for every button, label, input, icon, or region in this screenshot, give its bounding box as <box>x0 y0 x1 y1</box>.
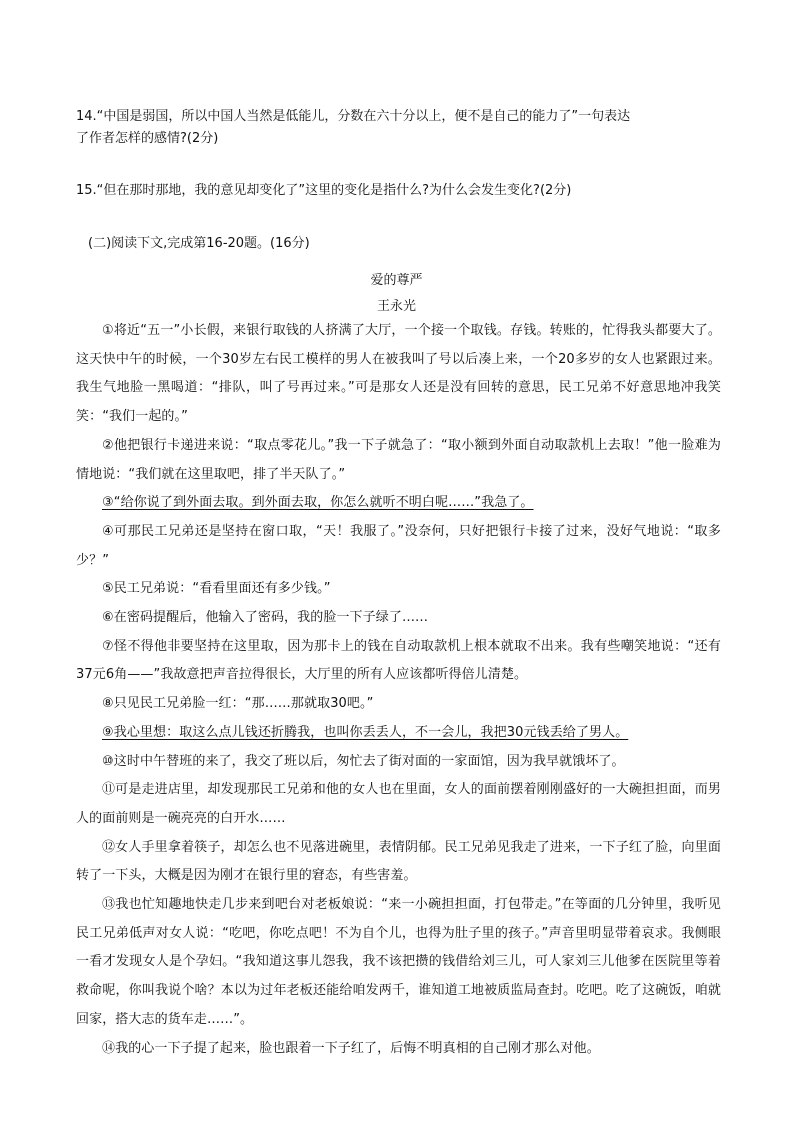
paragraph-2: ②他把银行卡递进来说：“取点零花儿。”我一下子就急了：“取小额到外面自动取款机上去取！”他一脸难为情地说：“我们就在这里取吧，排了半天队了。” <box>76 437 721 482</box>
paragraph-4: ④可那民工兄弟还是坚持在窗口取，“天！我服了。”没奈何，只好把银行卡接了过来，没好气地说：“取多少？” <box>76 523 721 568</box>
paragraph-3-underlined-text: ③“给你说了到外面去取。到外面去取，你怎么就听不明白呢……”我急了。 <box>102 495 534 511</box>
question-15 <box>76 180 716 202</box>
question-14-line-2: 了作者怎样的感情?(2分) <box>76 131 219 146</box>
paragraph-14: ⑭我的心一下子提了起来，脸也跟着一下子红了，后悔不明真相的自己刚才那么对他。 <box>102 1040 600 1056</box>
paragraph-6: ⑥在密码提醒后，他输入了密码，我的脸一下子绿了…… <box>102 610 429 626</box>
paragraph-12: ⑫女人手里拿着筷子，却怎么也不见落进碗里，表情阴郁。民工兄弟见我走了进来，一下子红了脸，向里面转了一下头，大概是因为刚才在银行里的窘态，有些害羞。 <box>76 839 721 884</box>
paragraph-3 <box>76 489 721 518</box>
paragraph-7: ⑦怪不得他非要坚持在这里取，因为那卡上的钱在自动取款机上根本就取不出来。我有些嘲笑地说：“还有37元6角——”我故意把声音拉得很长，大厅里的所有人应该都听得倍儿清楚。 <box>76 638 721 683</box>
paragraph-9-underlined-text: ⑨我心里想：取这么点儿钱还折腾我，也叫你丢丢人，不一会儿，我把30元钱丢给了男人。 <box>102 724 629 740</box>
paragraph-1: ①将近“五一”小长假，来银行取钱的人挤满了大厅，一个接一个取钱。存钱。转账的，忙得我头都要大了。这天快中午的时候，一个30岁左右民工模样的男人在被我叫了号以后凑上来，一个20多岁的女人也紧跟过来。我生气地脸一黑喝道：“排队，叫了号再过来。”可是那女人还是没有回转的意思，民工兄弟不好意思地冲我笑笑：“我们一起的。” <box>76 323 721 425</box>
question-14 <box>76 106 716 150</box>
article-body <box>76 317 721 1063</box>
paragraph-8: ⑧只见民工兄弟脸一红：“那……那就取30吧。” <box>102 696 374 712</box>
article-title: 爱的尊严 <box>370 273 423 288</box>
paragraph-11: ⑪可是走进店里，却发现那民工兄弟和他的女人也在里面，女人的面前摆着刚刚盛好的一大碗担担面，而男人的面前则是一碗亮亮的白开水…… <box>76 782 721 826</box>
article-author: 王永光 <box>376 299 416 314</box>
paragraph-13: ⑬我也忙知趣地快走几步来到吧台对老板娘说：“来一小碗担担面，打包带走。”在等面的几分钟里，我听见民工兄弟低声对女人说：“吃吧，你吃点吧！不为自个儿，也得为肚子里的孩子。”声音里明显带着哀求。我侧眼一看才发现女人是个孕妇。“我知道这事儿怨我，我不该把攒的钱借给刘三儿，可人家刘三儿他爹在医院里等着救命呢，你叫我说个啥？本以为过年老板还能给咱发两千，谁知道工地被质监局查封。吃吧。吃了这碗饭，咱就回家，搭大志的货车走……”。 <box>76 897 721 1027</box>
section-heading: (二)阅读下文,完成第16-20题。(16分) <box>88 236 310 251</box>
paragraph-5: ⑤民工兄弟说：“看看里面还有多少钱。” <box>102 581 331 597</box>
paragraph-10: ⑩这时中午替班的来了，我交了班以后，匆忙去了街对面的一家面馆，因为我早就饿坏了。 <box>102 753 625 769</box>
question-15-line-1: 15.“但在那时那地，我的意见却变化了”这里的变化是指什么?为什么会发生变化?(2分) <box>76 183 572 198</box>
paragraph-9 <box>76 719 721 748</box>
question-14-line-1: 14.“中国是弱国，所以中国人当然是低能儿，分数在六十分以上，便不是自己的能力了”一句表达 <box>76 109 631 124</box>
